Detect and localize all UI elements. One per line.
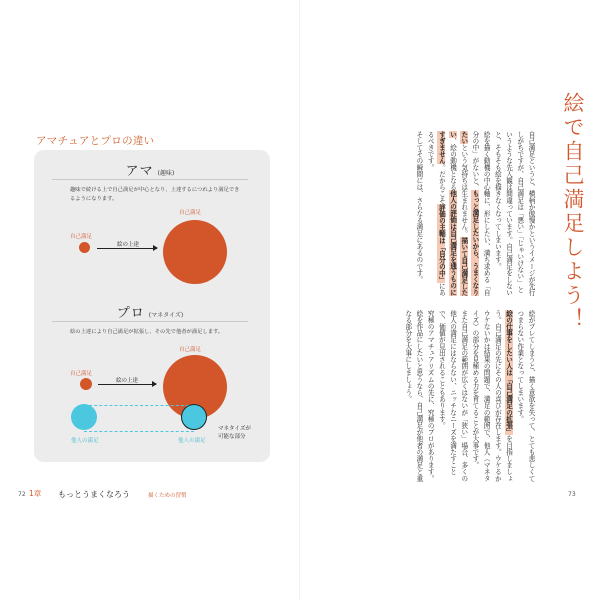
ama-large-circle xyxy=(163,220,227,284)
lower-paragraph-3: また自己満足の範囲が広くはないが「狭い」場合、多くの他人の満足にはならない、ニッチなニーズを満たすことで、価値が見出されることもあります。 xyxy=(437,310,468,482)
right-page-number: 73 xyxy=(568,491,576,498)
upper-p2-j: にあるべきです。 xyxy=(426,131,446,297)
upper-p2-c: という気持ちは生まれません。 xyxy=(459,144,468,237)
upper-p2-a: 絵を描く動機の中心軸に、形にしたい、満ち求める「自分の中」がないと、 xyxy=(470,131,491,296)
body-text-upper xyxy=(330,131,536,297)
other-small-label: 他人の満足 xyxy=(71,438,99,444)
ama-small-circle xyxy=(79,242,90,253)
pro-description: 絵の上達により自己満足が拡張し、その先で他者が満足します。 xyxy=(70,329,224,335)
upper-p2-f: 、絵の動機となる xyxy=(448,137,457,191)
other-large-circle xyxy=(181,404,207,430)
highlight-evaluation-axis: 評価の主軸は「自分の中」 xyxy=(437,203,446,283)
ama-header xyxy=(0,160,300,179)
pro-dashed-top xyxy=(84,405,194,406)
highlight-others-evaluation: 他人の評価は自己満足を通うものにすぎません xyxy=(437,131,457,297)
right-page xyxy=(300,0,600,600)
upper-p2-h: 。だからこそ xyxy=(437,164,446,204)
lower-p2-c: を目指しましょう。自己満足の先にその人の喜びが存在します。ウケるかウケないかは結果の問題で、満足の範囲で、他人（マネタイズ）の部分を見極める力を育てることが大事です。 xyxy=(470,310,513,482)
ama-large-label: 自己満足 xyxy=(179,210,202,216)
body-text-lower xyxy=(330,310,536,482)
pro-header-sub: (マネタイズ) xyxy=(148,312,184,319)
highlight-self-satisfy: 描いて自己満足し xyxy=(459,236,468,290)
pro-arrow xyxy=(98,384,156,385)
upper-paragraph-2 xyxy=(424,131,491,297)
pro-large-label: 自己満足 xyxy=(179,347,202,353)
left-page-number: 72 xyxy=(18,491,26,498)
other-large-label: 他人の満足 xyxy=(178,438,206,444)
ama-divider xyxy=(52,179,248,180)
page-title: 絵で自己満足しよう！ xyxy=(561,92,585,332)
other-small-circle xyxy=(71,404,97,430)
ama-header-label: アマ xyxy=(125,164,154,179)
ama-description: 趣味で続ける上で自己満足が中心となり、上達するにつれより満足できるようになります。 xyxy=(70,187,240,202)
ama-header-sub: (趣味) xyxy=(157,170,175,177)
highlight-work-person: 絵の仕事をしたい人は xyxy=(504,310,513,376)
pro-dashed-bottom xyxy=(84,431,194,432)
pro-arrow-label: 絵の上達 xyxy=(116,378,139,384)
highlight-self-expansion: 「自己満足の拡張」 xyxy=(504,376,513,436)
ama-arrow-label: 絵の上達 xyxy=(117,242,140,248)
highlight-self-satisfy-end: たい xyxy=(448,131,468,297)
highlight-more-satisfied: もっと満足したいから、うまくなりたい xyxy=(459,131,479,297)
lower-paragraph-2 xyxy=(469,310,514,482)
monetize-note-line1: マネタイズが xyxy=(218,426,251,432)
upper-paragraph-3: そしてその瞬間には、さらなる満足にあるのです。 xyxy=(414,131,423,283)
pro-small-circle xyxy=(80,378,92,390)
chapter-subtitle: 描くための習慣 xyxy=(148,493,187,499)
lower-paragraph-4: 究極のアマチュアリズムの先に、究極のプロがあります。絵を作品にしたいと思うなら、自己満足が他者の満足と重なる部分を大事にしましょう。 xyxy=(403,310,435,482)
section-title: アマチュアとプロの違い xyxy=(36,135,155,147)
pro-header xyxy=(0,302,300,321)
pro-header-label: プロ xyxy=(116,306,145,321)
pro-divider xyxy=(52,321,248,322)
ama-small-label: 自己満足 xyxy=(70,234,93,240)
ama-arrow xyxy=(97,248,157,249)
monetize-note-line2: 可能な部分 xyxy=(218,434,246,440)
chapter-title: もっとうまくなろう xyxy=(58,490,130,499)
lower-paragraph-1: 絵がプレてしまうと、描く意欲を失って、とても悲しくてつまらない作業となってしまいます。 xyxy=(515,310,535,482)
chapter-badge: 1章 xyxy=(29,489,42,498)
upper-paragraph-1: 自己満足というと、横柄か傲慢かというイメージが先行しがちですが、自己満足は「悪い」「じゃいけない」というような先入観は間違っています。自己満足をしないと、そもそも絵を描きなくなってしまいます。 xyxy=(493,131,535,296)
pro-small-label: 自己満足 xyxy=(70,371,93,377)
